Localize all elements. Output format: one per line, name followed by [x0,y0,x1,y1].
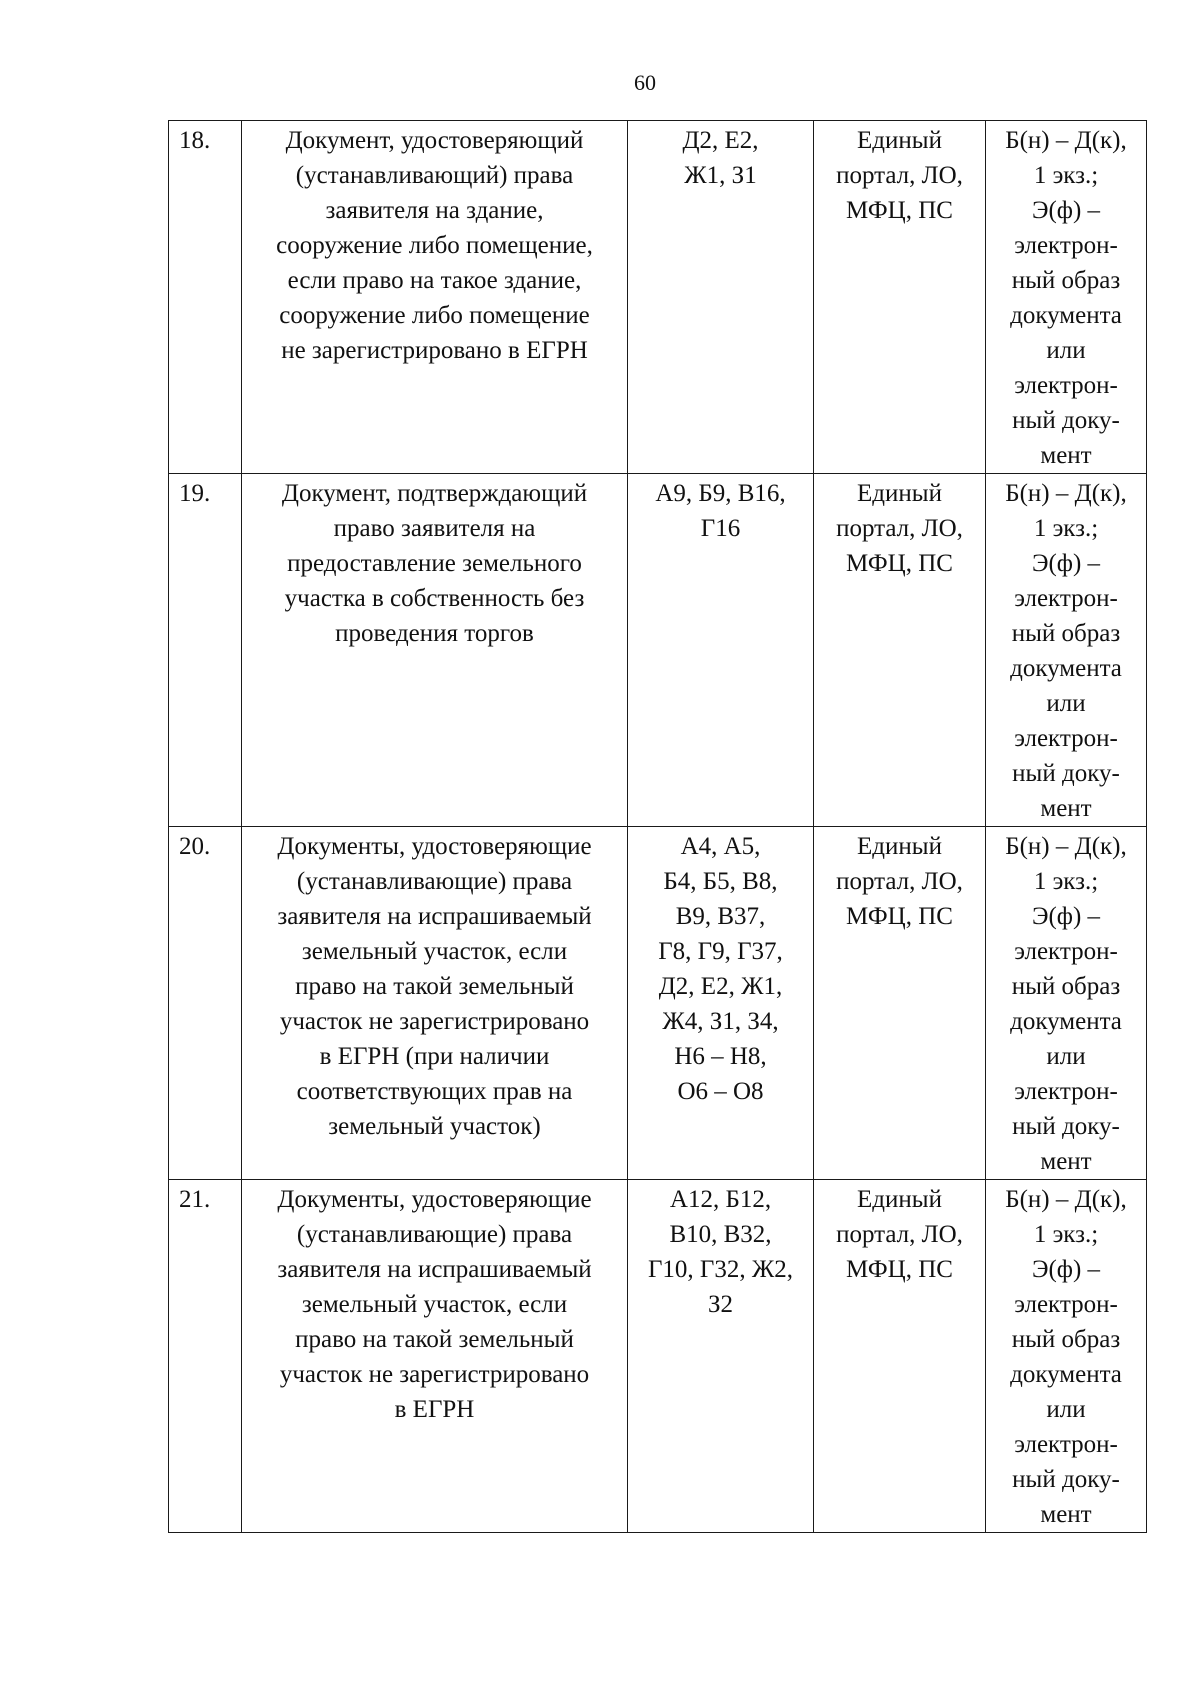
document-form: Б(н) – Д(к), 1 экз.; Э(ф) – электрон- ный образ документа или электрон- ный доку- мент [986,827,1147,1180]
document-codes: А12, Б12, В10, В32, Г10, Г32, Ж2, З2 [628,1180,814,1533]
row-number: 21. [169,1180,242,1533]
row-number: 18. [169,121,242,474]
submission-place: Единый портал, ЛО, МФЦ, ПС [814,1180,986,1533]
row-number: 19. [169,474,242,827]
row-number: 20. [169,827,242,1180]
document-description: Документы, удостоверяющие (устанавливающие) права заявителя на испрашиваемый земельный участок, если право на такой земельный участок не зарегистрировано в ЕГРН [242,1180,628,1533]
submission-place: Единый портал, ЛО, МФЦ, ПС [814,121,986,474]
document-codes: Д2, Е2, Ж1, З1 [628,121,814,474]
document-form: Б(н) – Д(к), 1 экз.; Э(ф) – электрон- ный образ документа или электрон- ный доку- мент [986,474,1147,827]
table-row [169,827,1147,1180]
document-codes: А9, Б9, В16, Г16 [628,474,814,827]
page-number: 60 [634,70,656,95]
document-form: Б(н) – Д(к), 1 экз.; Э(ф) – электрон- ный образ документа или электрон- ный доку- мент [986,121,1147,474]
submission-place: Единый портал, ЛО, МФЦ, ПС [814,827,986,1180]
document-description: Документ, удостоверяющий (устанавливающий) права заявителя на здание, сооружение либо помещение, если право на такое здание, сооружение либо помещение не зарегистрировано в ЕГРН [242,121,628,474]
document-codes: А4, А5, Б4, Б5, В8, В9, В37, Г8, Г9, Г37, Д2, Е2, Ж1, Ж4, З1, З4, Н6 – Н8, О6 – О8 [628,827,814,1180]
document-description: Документ, подтверждающий право заявителя на предоставление земельного участка в собственность без проведения торгов [242,474,628,827]
table-row [169,1180,1147,1533]
table-row [169,474,1147,827]
submission-place: Единый портал, ЛО, МФЦ, ПС [814,474,986,827]
table-row [169,121,1147,474]
documents-table [168,120,1147,1533]
document-description: Документы, удостоверяющие (устанавливающие) права заявителя на испрашиваемый земельный участок, если право на такой земельный участок не зарегистрировано в ЕГРН (при наличии соответствующих прав на земельный участок) [242,827,628,1180]
document-form: Б(н) – Д(к), 1 экз.; Э(ф) – электрон- ный образ документа или электрон- ный доку- мент [986,1180,1147,1533]
